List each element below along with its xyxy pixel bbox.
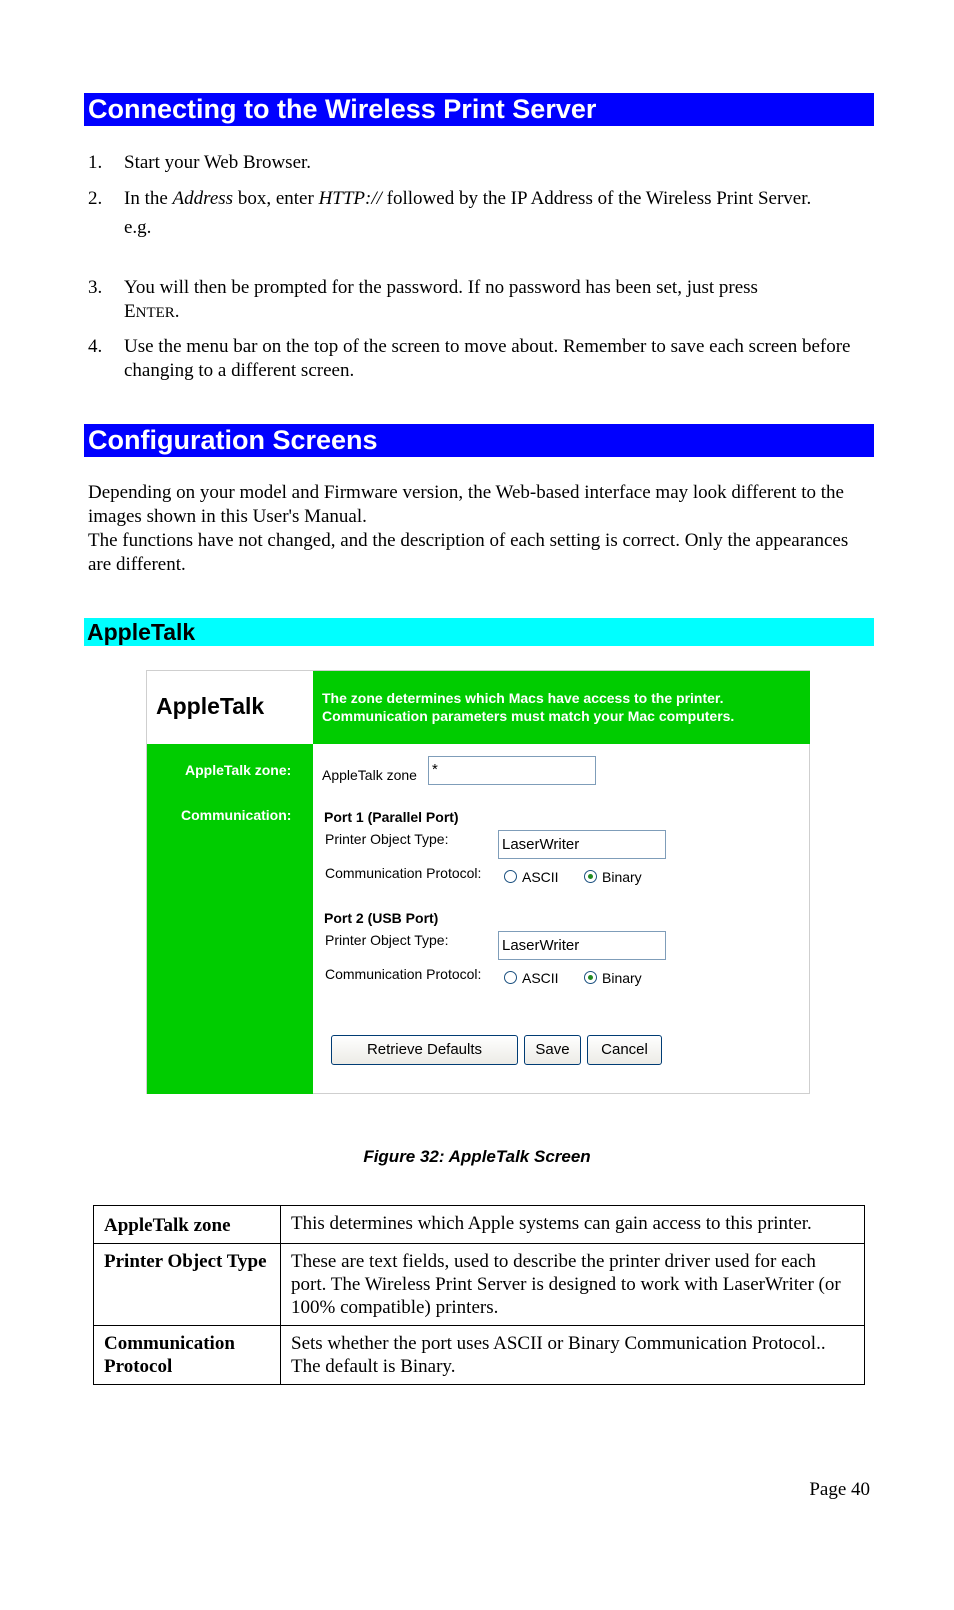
enter-key-cap: E: [124, 301, 136, 322]
printer-object-type-label: Printer Object Type:: [325, 932, 449, 948]
enter-key-dot: .: [174, 301, 180, 322]
port-1-binary-radio[interactable]: [584, 870, 597, 883]
step-2-mid: box, enter: [233, 188, 319, 209]
port-1-ascii-radio[interactable]: [504, 870, 517, 883]
step-number: 1.: [88, 152, 103, 173]
communication-section-label: Communication:: [181, 807, 292, 823]
screen-left-column: [147, 744, 313, 1094]
section-heading-connecting: Connecting to the Wireless Print Server: [84, 93, 874, 126]
page-number: Page 40: [809, 1479, 870, 1500]
step-2-example: e.g.: [124, 217, 152, 238]
step-3-text: You will then be prompted for the password. If no password has been set, just press: [124, 277, 758, 298]
step-number: 2.: [88, 188, 103, 209]
ascii-label: ASCII: [522, 869, 559, 885]
step-2-http: HTTP://: [318, 188, 382, 209]
port-2-title: Port 2 (USB Port): [324, 910, 439, 926]
table-key: AppleTalk zone: [94, 1206, 281, 1244]
enter-key-rest: NTER: [135, 305, 175, 321]
printer-object-type-label: Printer Object Type:: [325, 831, 449, 847]
step-2-pre: In the: [124, 188, 173, 209]
step-3-enter: [124, 300, 874, 325]
cancel-button[interactable]: Cancel: [587, 1035, 662, 1065]
table-value: These are text fields, used to describe the printer driver used for each port. The Wireless Print Server is designed to work with LaserWriter (or 100% compatible) printers.: [281, 1244, 865, 1326]
section-heading-appletalk: AppleTalk: [84, 618, 874, 646]
communication-protocol-label: Communication Protocol:: [325, 865, 482, 881]
save-button[interactable]: Save: [524, 1035, 581, 1065]
step-4-text: Use the menu bar on the top of the screen to move about. Remember to save each screen before changing to a different screen.: [124, 336, 851, 381]
port-2-ascii-radio[interactable]: [504, 971, 517, 984]
step-2-text: [124, 187, 874, 211]
table-value: This determines which Apple systems can gain access to this printer.: [281, 1206, 865, 1244]
banner-line-1: The zone determines which Macs have access to the printer.: [322, 690, 724, 706]
appletalk-zone-input[interactable]: [428, 756, 596, 785]
table-value: Sets whether the port uses ASCII or Binary Communication Protocol.. The default is Binary.: [281, 1326, 865, 1385]
intro-paragraph-1: Depending on your model and Firmware version, the Web-based interface may look different to the images shown in this User's Manual.: [88, 482, 844, 527]
table-row: [94, 1244, 865, 1326]
binary-label: Binary: [602, 970, 642, 986]
step-number: 3.: [88, 277, 103, 298]
zone-field-label: AppleTalk zone: [322, 767, 417, 783]
table-key: Communication Protocol: [94, 1326, 281, 1385]
port-1-title: Port 1 (Parallel Port): [324, 809, 459, 825]
table-row: [94, 1326, 865, 1385]
ascii-label: ASCII: [522, 970, 559, 986]
table-row: [94, 1206, 865, 1244]
banner-line-2: Communication parameters must match your Mac computers.: [322, 708, 735, 724]
binary-label: Binary: [602, 869, 642, 885]
screen-banner: [313, 671, 810, 744]
retrieve-defaults-button[interactable]: Retrieve Defaults: [331, 1035, 518, 1065]
port-2-object-type-input[interactable]: [498, 931, 666, 960]
step-1-text: Start your Web Browser.: [124, 152, 312, 173]
appletalk-screen-panel: [146, 670, 810, 1094]
figure-caption: Figure 32: AppleTalk Screen: [363, 1147, 591, 1166]
port-1-object-type-input[interactable]: [498, 830, 666, 859]
section-heading-configuration: Configuration Screens: [84, 424, 874, 457]
port-2-binary-radio[interactable]: [584, 971, 597, 984]
step-2-post: followed by the IP Address of the Wireless Print Server.: [381, 188, 812, 209]
intro-paragraph-2: The functions have not changed, and the description of each setting is correct. Only the appearances are different.: [88, 530, 849, 575]
step-number: 4.: [88, 336, 103, 357]
settings-description-table: [93, 1205, 865, 1385]
table-key: Printer Object Type: [94, 1244, 281, 1326]
step-2-address: Address: [172, 188, 234, 209]
communication-protocol-label: Communication Protocol:: [325, 966, 482, 982]
appletalk-zone-section-label: AppleTalk zone:: [185, 762, 292, 778]
screen-title: AppleTalk: [156, 693, 265, 719]
